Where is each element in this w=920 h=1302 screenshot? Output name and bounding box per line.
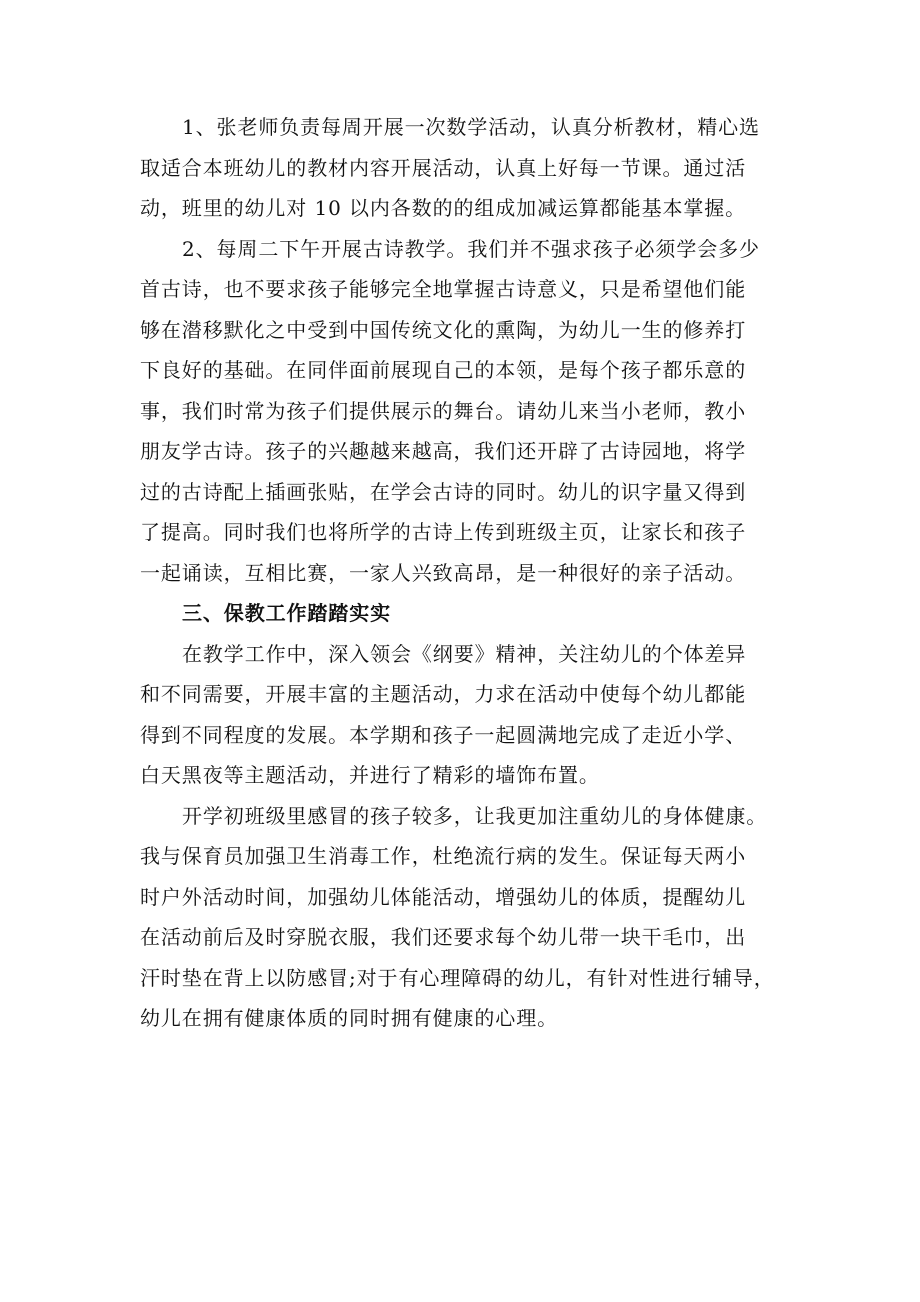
paragraph-1-line-1: 1、张老师负责每周开展一次数学活动，认真分析教材，精心选 [182,115,760,139]
paragraph-2-line-5: 事，我们时常为孩子们提供展示的舞台。请幼儿来当小老师，教小 [140,398,747,423]
paragraph-1-line-2: 取适合本班幼儿的教材内容开展活动，认真上好每一节课。通过活 [140,155,747,180]
paragraph-2-line-8: 了提高。同时我们也将所学的古诗上传到班级主页，让家长和孩子 [140,520,747,544]
paragraph-2-line-1: 2、每周二下午开展古诗教学。我们并不强求孩子必须学会多少 [182,236,760,261]
paragraph-1-line-3: 动，班里的幼儿对 10 以内各数的的组成加减运算都能基本掌握。 [140,196,747,220]
paragraph-4-line-2: 我与保育员加强卫生消毒工作，杜绝流行病的发生。保证每天两小 [140,844,747,868]
paragraph-3-line-3: 得到不同程度的发展。本学期和孩子一起圆满地完成了走近小学、 [140,722,747,747]
paragraph-2-line-7: 过的古诗配上插画张贴，在学会古诗的同时。幼儿的识字量又得到 [140,479,747,504]
paragraph-3-line-4: 白天黑夜等主题活动，并进行了精彩的墙饰布置。 [140,763,600,787]
paragraph-2-line-9: 一起诵读，互相比赛，一家人兴致高昂，是一种很好的亲子活动。 [140,560,747,585]
paragraph-4-line-1: 开学初班级里感冒的孩子较多，让我更加注重幼儿的身体健康。 [182,803,768,828]
paragraph-2-line-3: 够在潜移默化之中受到中国传统文化的熏陶，为幼儿一生的修养打 [140,317,747,342]
paragraph-3-line-1: 在教学工作中，深入领会《纲要》精神，关注幼儿的个体差异 [182,641,747,666]
paragraph-2-line-4: 下良好的基础。在同伴面前展现自己的本领，是每个孩子都乐意的 [140,358,747,382]
paragraph-4-line-4: 在活动前后及时穿脱衣服，我们还要求每个幼儿带一块干毛巾，出 [140,925,747,949]
paragraph-3-line-2: 和不同需要，开展丰富的主题活动，力求在活动中使每个幼儿都能 [140,682,747,706]
paragraph-4-line-3: 时户外活动时间，加强幼儿体能活动，增强幼儿的体质，提醒幼儿 [140,884,747,909]
paragraph-2-line-2: 首古诗，也不要求孩子能够完全地掌握古诗意义，只是希望他们能 [140,277,747,301]
paragraph-4-line-5: 汗时垫在背上以防感冒;对于有心理障碍的幼儿，有针对性进行辅导， [140,965,775,990]
section-heading: 三、保教工作踏踏实实 [182,601,391,625]
paragraph-2-line-6: 朋友学古诗。孩子的兴趣越来越高，我们还开辟了古诗园地，将学 [140,439,747,463]
document-body [140,107,800,1039]
paragraph-4-line-6: 幼儿在拥有健康体质的同时拥有健康的心理。 [140,1006,558,1030]
